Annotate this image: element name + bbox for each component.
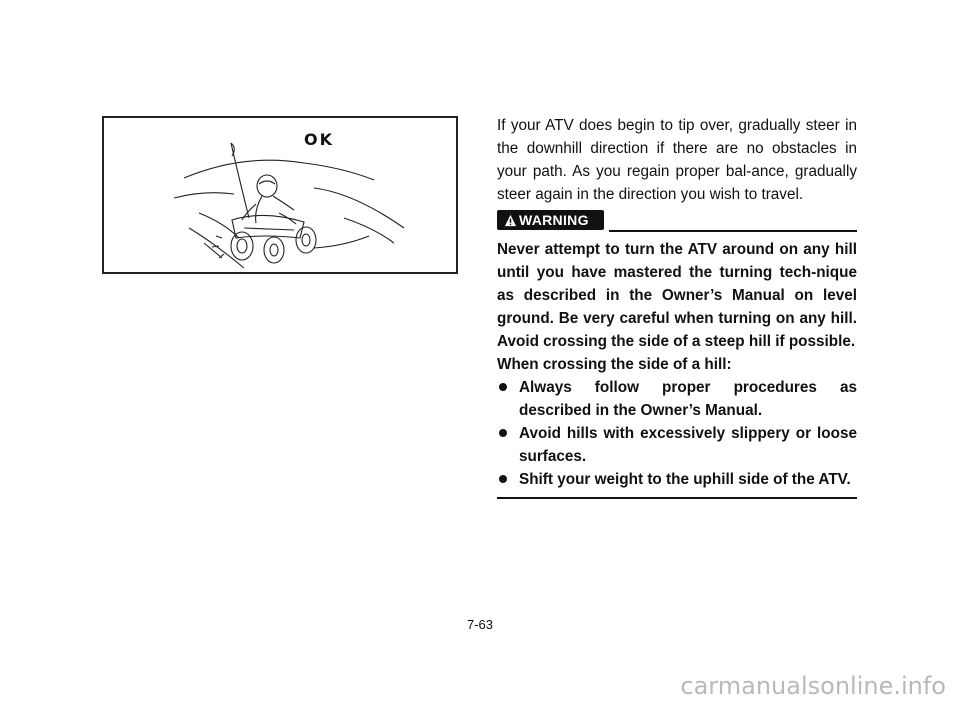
warning-paragraph: Never attempt to turn the ATV around on any hill until you have mastered the turning tech-nique as described in the Owner’s Manual on level ground. Be very careful when turning on any hill. Avoid crossing the side of a steep hill if possible.: [497, 241, 857, 350]
warning-rule: [609, 230, 857, 232]
warning-subheading: When crossing the side of a hill:: [497, 356, 732, 373]
bullet-text: Avoid hills with excessively slippery or loose surfaces.: [519, 425, 857, 465]
bullet-icon: [499, 383, 507, 391]
warning-badge: [497, 210, 604, 230]
warning-triangle-icon: [504, 214, 517, 227]
illustration-frame: [102, 116, 458, 274]
bullet-icon: [499, 429, 507, 437]
warning-bullet-list: [497, 376, 857, 491]
warning-end-rule: [497, 497, 857, 499]
bullet-icon: [499, 475, 507, 483]
figure-label: OK: [304, 130, 334, 149]
watermark: carmanualsonline.info: [680, 672, 946, 700]
list-item: [497, 376, 857, 422]
warning-header: [497, 210, 857, 236]
bullet-text: Always follow proper procedures as described in the Owner’s Manual.: [519, 379, 857, 419]
intro-paragraph: If your ATV does begin to tip over, gradually steer in the downhill direction if there are no obstacles in your path. As you regain proper bal-ance, gradually steer again in the direction you wish to travel.: [497, 117, 857, 203]
list-item: [497, 468, 857, 491]
bullet-text: Shift your weight to the uphill side of the ATV.: [519, 471, 851, 488]
page-number: 7-63: [466, 617, 494, 632]
warning-label: WARNING: [519, 211, 589, 228]
atv-rider-illustration: [104, 118, 460, 276]
list-item: [497, 422, 857, 468]
text-column: [497, 114, 857, 499]
